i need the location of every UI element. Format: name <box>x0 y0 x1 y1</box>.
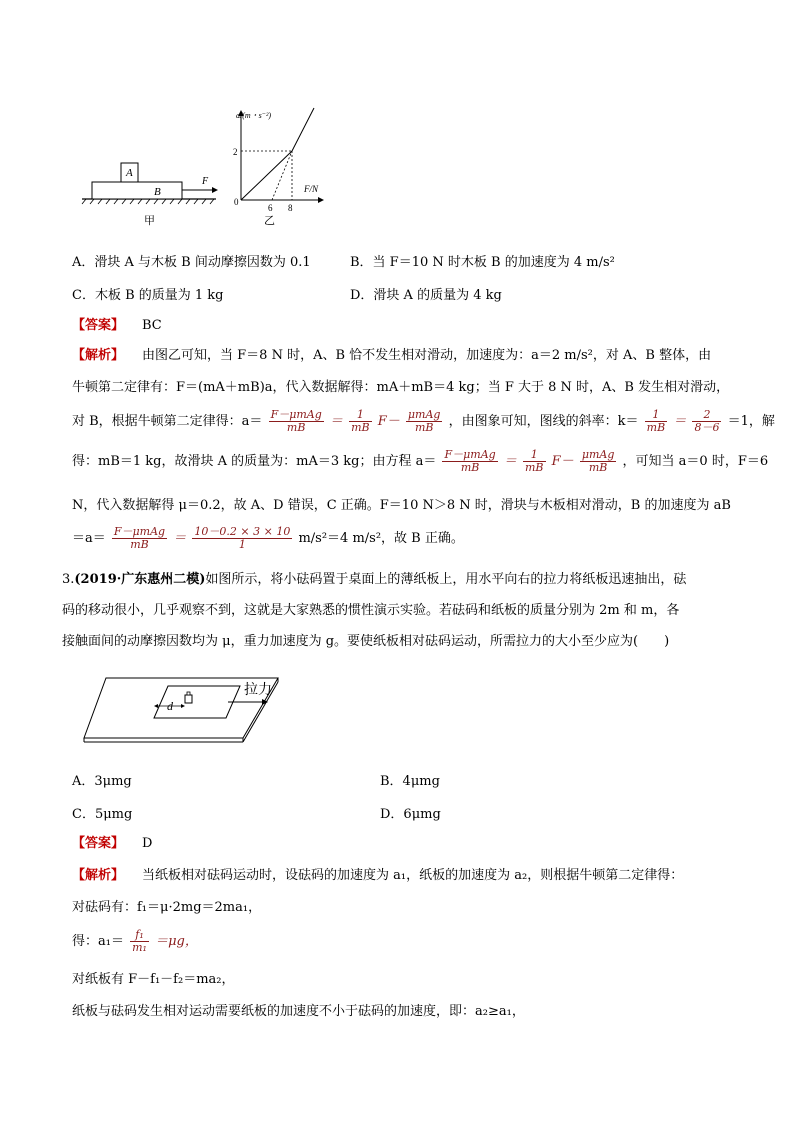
q3-analysis-line-1 <box>72 866 734 886</box>
q3-option-a: A．3μmg <box>72 774 132 789</box>
question-number: 3. <box>62 572 75 587</box>
distance-d: d <box>167 699 173 713</box>
text-seg: ，由图象可知，图线的斜率：k＝ <box>448 414 639 429</box>
q3-option-b: B．4μmg <box>380 774 440 789</box>
text-seg: ＝ <box>329 414 343 429</box>
q3-analysis-line-4: 对纸板有 F－f₁－f₂＝ma₂， <box>72 972 235 987</box>
q2-analysis-line-3 <box>72 408 775 436</box>
figure-paper-weight <box>78 670 318 748</box>
answer-tag: 【答案】 <box>72 836 125 851</box>
text-seg: ＝μg， <box>155 934 198 949</box>
fraction: $\frac{\text{F－μmAg}}{mB}$ <box>113 525 166 551</box>
q3-analysis-line-5: 纸板与砝码发生相对运动需要纸板的加速度不小于砝码的加速度，即：a₂≥a₁， <box>72 1004 525 1019</box>
q2-analysis-line-6 <box>72 524 734 554</box>
text-seg: ＝1，解 <box>727 414 775 429</box>
fraction: $\frac{1}{mB}$ <box>646 408 666 434</box>
block-a-label: A <box>126 167 133 179</box>
pull-label: 拉力 <box>244 683 272 698</box>
fraction: $\frac{\text{F－μmAg}}{mB}$ <box>444 448 496 474</box>
fraction: $\frac{\text{μmAg}}{mB}$ <box>407 408 441 434</box>
q2-option-d: D．滑块 A 的质量为 4 kg <box>350 288 502 303</box>
q2-option-b: B．当 F＝10 N 时木板 B 的加速度为 4 m/s² <box>350 255 615 270</box>
analysis-tag: 【解析】 <box>72 348 125 363</box>
force-label: F <box>202 176 209 187</box>
fraction: $\frac{1}{mB}$ <box>524 448 544 474</box>
caption-jia: 甲 <box>144 215 155 227</box>
x-axis-label: F/N <box>304 184 319 194</box>
analysis-tag: 【解析】 <box>72 868 125 883</box>
q3-option-c: C．5μmg <box>72 807 133 822</box>
text-seg: F－ <box>377 414 400 429</box>
q3-analysis-line-3 <box>72 928 734 956</box>
q2-answer <box>72 316 734 336</box>
analysis-text: 由图乙可知，当 F＝8 N 时，A、B 恰不发生相对滑动，加速度为：a＝2 m/s²，对 A、B 整体，由 <box>142 348 712 363</box>
text-seg: ＝ <box>673 414 687 429</box>
q2-option-a: A．滑块 A 与木板 B 间动摩擦因数为 0.1 <box>72 255 311 270</box>
q2-analysis-line-2: 牛顿第二定律有：F＝(mA＋mB)a，代入数据解得：mA＋mB＝4 kg；当 F 大于 8 N 时，A、B 发生相对滑动， <box>72 380 730 395</box>
y-axis-label: a/(m・s⁻²) <box>236 111 272 120</box>
answer-value: D <box>142 836 153 851</box>
q3-analysis-line-2: 对砝码有：f₁＝μ·2mg＝2ma₁， <box>72 900 262 915</box>
answer-value: BC <box>142 318 162 333</box>
fraction: $\frac{\text{F－μmAg}}{mB}$ <box>270 408 322 434</box>
y-tick-2: 2 <box>233 147 238 157</box>
q3-answer <box>72 834 734 854</box>
text-seg: 得：a₁＝ <box>72 934 124 949</box>
q3-stem-line-2: 码的移动很小，几乎观察不到，这就是大家熟悉的惯性演示实验。若砝码和纸板的质量分别为 2m 和 m，各 <box>62 603 680 618</box>
text-seg: m/s²＝4 m/s²，故 B 正确。 <box>298 531 464 546</box>
q2-analysis-line-1 <box>72 346 734 366</box>
text-seg: ＝ <box>503 454 517 469</box>
block-b-label: B <box>154 186 161 198</box>
q3-option-d: D．6μmg <box>380 807 441 822</box>
fraction: $\frac{\text{μmAg}}{mB}$ <box>581 448 615 474</box>
answer-tag: 【答案】 <box>72 318 125 333</box>
text-seg: 对 B，根据牛顿第二定律得：a＝ <box>72 414 263 429</box>
x-tick-8: 8 <box>288 203 293 213</box>
fraction: $\frac{2}{8-6}$ <box>694 408 720 434</box>
fraction: $\frac{1}{mB}$ <box>351 408 370 434</box>
text-seg: F－ <box>551 454 574 469</box>
q3-stem-line-3: 接触面间的动摩擦因数均为 μ，重力加速度为 g。要使纸板相对砝码运动，所需拉力的大小至少应为( ) <box>62 634 670 649</box>
text-seg: ，可知当 a＝0 时，F＝6 <box>622 454 769 469</box>
q3-stem-line-1 <box>62 570 734 590</box>
origin-label: 0 <box>234 197 239 207</box>
text-seg: 得：mB＝1 kg，故滑块 A 的质量为：mA＝3 kg；由方程 a＝ <box>72 454 437 469</box>
question-text: 如图所示，将小砝码置于桌面上的薄纸板上，用水平向右的拉力将纸板迅速抽出，砝 <box>205 572 687 587</box>
fraction: $\frac{\text{f₁}}{\text{m₁}}$ <box>132 928 147 954</box>
caption-yi: 乙 <box>264 215 275 227</box>
text-seg: ＝a＝ <box>72 531 106 546</box>
figure-block-and-graph <box>78 104 338 234</box>
text-seg: ＝ <box>173 531 187 546</box>
fraction: $\frac{10-0.2 \times 3 \times 10}{1}$ <box>194 525 291 551</box>
q2-analysis-line-5: N，代入数据解得 μ＝0.2，故 A、D 错误，C 正确。F＝10 N＞8 N 时，滑块与木板相对滑动，B 的加速度为 aB <box>72 498 731 513</box>
q2-analysis-line-4 <box>72 448 769 476</box>
analysis-text: 当纸板相对砝码运动时，设砝码的加速度为 a₁，纸板的加速度为 a₂，则根据牛顿第二定律得： <box>142 868 684 883</box>
x-tick-6: 6 <box>268 203 273 213</box>
question-source: (2019·广东惠州二模) <box>74 572 206 587</box>
q2-option-c: C．木板 B 的质量为 1 kg <box>72 288 224 303</box>
